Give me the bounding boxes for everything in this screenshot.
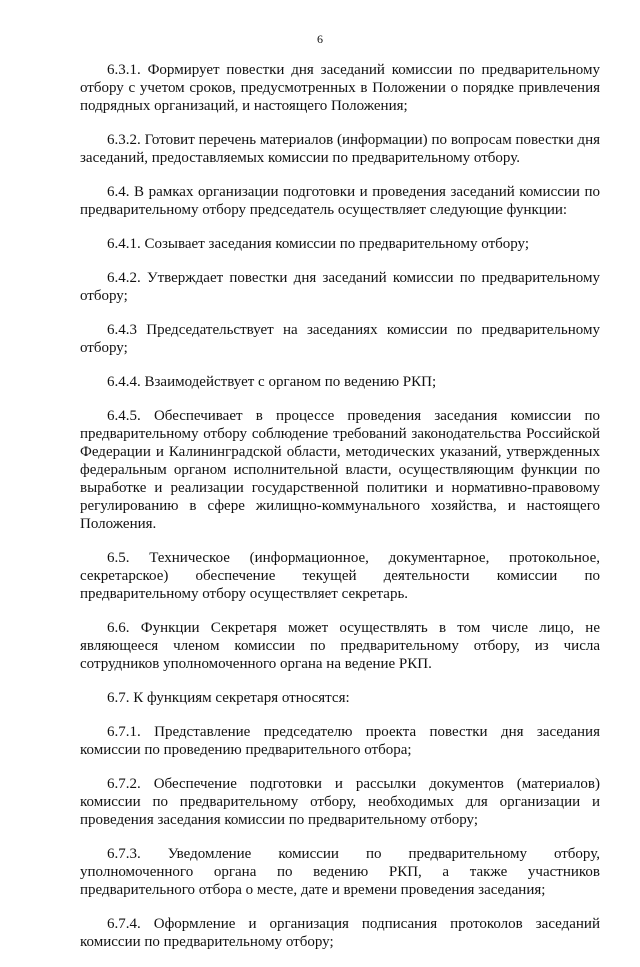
paragraph-6-7-3: 6.7.3. Уведомление комиссии по предварительному отбору, уполномоченного органа по ведению РКП, а также участников предварительного отбора о месте, дате и времени проведения заседания; <box>80 846 600 898</box>
paragraph-6-7-1: 6.7.1. Представление председателю проекта повестки дня заседания комиссии по проведению предварительного отбора; <box>80 724 600 758</box>
paragraph-6-5: 6.5. Техническое (информационное, документарное, протокольное, секретарское) обеспечение текущей деятельности комиссии по предварительному отбору осуществляет секретарь. <box>80 550 600 602</box>
paragraph-6-7: 6.7. К функциям секретаря относятся: <box>107 690 350 706</box>
paragraph-6-7-2: 6.7.2. Обеспечение подготовки и рассылки документов (материалов) комиссии по предварительному отбору, необходимых для организации и проведения заседания комиссии по предварительному отбору; <box>80 776 600 828</box>
paragraph-6-4-1: 6.4.1. Созывает заседания комиссии по предварительному отбору; <box>107 236 530 252</box>
paragraph-6-3-1: 6.3.1. Формирует повестки дня заседаний комиссии по предварительному отбору с учетом сроков, предусмотренных в Положении о порядке привлечения подрядных организаций, и настоящего Положения; <box>80 62 600 114</box>
paragraph-6-4-5: 6.4.5. Обеспечивает в процессе проведения заседания комиссии по предварительному отбору соблюдение требований законодательства Российской Федерации и Калининградской области, методических указаний, утвержденных федеральным органом исполнительной власти, осуществляющим функции по выработке и реализации государственной политики и нормативно-правовому регулированию в сфере жилищно-коммунального хозяйства, и настоящего Положения. <box>80 408 600 532</box>
paragraph-6-4-2: 6.4.2. Утверждает повестки дня заседаний комиссии по предварительному отбору; <box>80 270 600 304</box>
page-number: 6 <box>317 32 323 46</box>
paragraph-6-4-3: 6.4.3 Председательствует на заседаниях комиссии по предварительному отбору; <box>80 322 600 356</box>
paragraph-6-4-4: 6.4.4. Взаимодействует с органом по ведению РКП; <box>107 374 437 390</box>
paragraph-6-4: 6.4. В рамках организации подготовки и проведения заседаний комиссии по предварительному отбору председатель осуществляет следующие функции: <box>80 184 600 218</box>
paragraph-6-6: 6.6. Функции Секретаря может осуществлять в том числе лицо, не являющееся членом комиссии по предварительному отбору, из числа сотрудников уполномоченного органа на ведение РКП. <box>80 620 600 672</box>
paragraph-6-7-4: 6.7.4. Оформление и организация подписания протоколов заседаний комиссии по предварительному отбору; <box>80 916 600 950</box>
document-body <box>80 61 600 967</box>
paragraph-6-3-2: 6.3.2. Готовит перечень материалов (информации) по вопросам повестки дня заседаний, предоставляемых комиссии по предварительному отбору. <box>80 132 600 166</box>
